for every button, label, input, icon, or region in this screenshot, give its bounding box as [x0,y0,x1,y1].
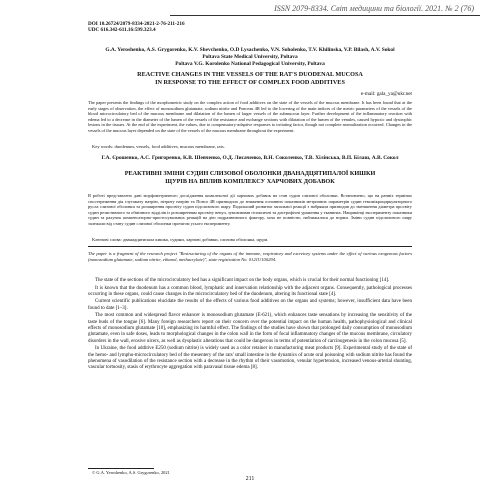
affiliation-2: Poltava V.G. Korolenko National Pedagogical University, Poltava [175,60,325,67]
contact-email[interactable]: e-mail: gala_ya@ukr.net [360,91,412,97]
section-divider [88,246,412,247]
page-number: 211 [245,476,255,482]
copyright-note: © G.A. Yeroshenko, A.S. Grygorenko, 2021 [92,470,170,475]
authors-ua: Г.А. Єрошенко, А.С. Григоренко, К.В. Шевченко, О.Д. Лисаченко, В.Н. Соколенко, Т.В. Хілінська, В.П. Білаш, А.В. Сокол [101,155,399,161]
article-body [88,278,412,373]
affiliations-en [60,54,440,67]
title-ua-line-1: РЕАКТИВНІ ЗМІНИ СУДИН СЛИЗОВОЇ ОБОЛОНКИ ДВАНАДЦЯТИПАЛОЇ КИШКИ [124,170,376,177]
footnote-rule [88,468,154,469]
doi-text: DOI 10.26724/2079-8334-2021-2-76-211-216 [88,21,185,27]
abstract-ua: В роботі представлено дані морфометричного дослідження комплексної дії харчових добавок на стан судин слизової оболонки. Встановлено, що на ранніх термінах спостереження дія глутамату натрію, нітриту натрію та Понсо 4R призводила до зниження основних показників метричних параметрів судин гемомікроциркуляторного русла слизової оболонки та розширення просвіту судин підслизового шару. Подальший розвиток запальної реакції з набряком призводив до зменшення діаметра просвіту судин резистивного та обмінного відділів із розширенням просвіту венул, зумовлював гіпоксичні та дистрофічні ураження у тканинах. Наприкінці експерименту показники судин за рахунок компенсаторно-пристосувальних реакцій на дію подразнюючого фактору, хоча не повністю, наближалися до норми. Зміни судин підслизового шару залежали від стану судин слизової оболонки протягом усього експерименту. [88,193,412,226]
title-en-line-2: IN RESPONSE TO THE EFFECT OF COMPLEX FOOD ADDITIVES [155,78,345,86]
body-paragraph: The state of the sections of the microcirculatory bed has a significant impact on the body organs, which is crucial for their normal functioning [14]. [95,278,390,283]
body-paragraph: The most common and widespread flavor enhancer is monosodium glutamate (E-621), which enhances taste sensations by increasing the sensitivity of the taste buds of the tongue [6]. Many foreign researchers report on their concern over the potential impact on the human health, pathophysiological and clinical effects of monosodium glutamate [10], emphasizing its harmful effect. The findings of the studies have shown that prolonged daily consumption of monosodium glutamate, even in safe doses, leads to morphological changes in the colon wall in the form of focal inflammatory changes of the mucous membrane, circulatory disorders in the wall, erosive ulcers, as well as dysplastic alterations that could be dangerous in terms of potentiation of carcinogenesis in the colon mucosa [5]. [88,313,412,344]
title-en-line-1: REACTIVE CHANGES IN THE VESSELS OF THE RAT'S DUODENAL MUCOSA [137,71,363,78]
journal-header: ISSN 2079-8334. Світ медицини та біології. 2021. № 2 (76) [274,4,474,13]
abstract-en: The paper presents the findings of the morphometric study on the complex action of food additives on the state of the vessels of the mucous membrane. It has been found that at the early stages of observation, the effect of monosodium glutamate, sodium nitrite and Ponceau 4R led to the lowering of the main indices of the metric parameters of the vessels of the blood microcirculatory bed of the mucous membrane and dilatation of the lumen of larger vessels of the submucous layer. Further development of the inflammatory reaction with edema led to a decrease in the diameter of the lumen of the vessels of the resistance and exchange sections with dilatation of the lumen of the venules, caused hypoxic and dystrophic lesions in the tissues. At the end of the experiment, the values, due to compensatory-adaptive responses to irritating factor, though not complete normalization occurred. Changes in the vessels of the mucous layer depended on the state of the vessels of the mucous membrane throughout the experiment. [88,100,412,133]
article-title-ua [60,170,440,185]
fragment-note: The paper is a fragment of the research project "Restructuring of the organs of the immune, respiratory and excretory systems under the effect of various exogenous factors (monosodium glutamate, sodium nitrite, ethanol, methacrylate)", state registration No. 0121U100294. [88,251,412,262]
header-rule [170,15,480,16]
body-paragraph: In Ukraine, the food additive E250 (sodium nitrite) is widely used as a color retainer in manufacturing meat products [9]. Experimental study of the state of the hemo- and lympho-microcirculatory bed of the mesentery of the rats' small intestine in the dynamics of acute oral poisoning with sodium nitrite has found the phenomena of vasodilation of the resistance section with a decrease in the rhythm of their vasomotion, venular hypertension, increased venous-arterial shunting, vascular tortuosity, stasis of erythrocyte aggregation with paravasal tissue edema [8]. [88,346,412,371]
article-title-en [60,71,440,86]
body-paragraph: Current scientific publications elucidate the results of the effects of various food additives on the organs and systems; however, insufficient data have been found to date [1–3]. [88,299,412,311]
title-ua-line-2: ЩУРІВ НА ВПЛИВ КОМПЛЕКСУ ХАРЧОВИХ ДОБАВОК [165,177,335,185]
keywords-en: Key words: duodenum, vessels, food additives, mucous membrane, rats. [92,144,225,149]
body-paragraph: It is known that the duodenum has a common blood, lymphatic and innervation relationship with the adjacent organs. Consequently, pathological processes occurring in these organs, could cause changes in the microcirculatory bed of the duodenum, altering its functional state [4]. [88,285,412,297]
authors-en: G.A. Yeroshenko, A.S. Grygorenko, K.V. Shevchenko, O.D Lysachenko, V.N. Soholenko, T.V. Khilinska, V.P. Bilash, A.V. Sokol [105,47,395,53]
keywords-ua: Ключові слова: дванадцятипала кишка, судини, харчові добавки, слизова оболонка, щури. [92,237,269,242]
affiliation-1: Poltava State Medical University, Poltava [202,54,298,60]
article-identifiers [88,21,185,34]
udc-text: UDC 616.342-611.16:599.323.4 [88,27,156,34]
